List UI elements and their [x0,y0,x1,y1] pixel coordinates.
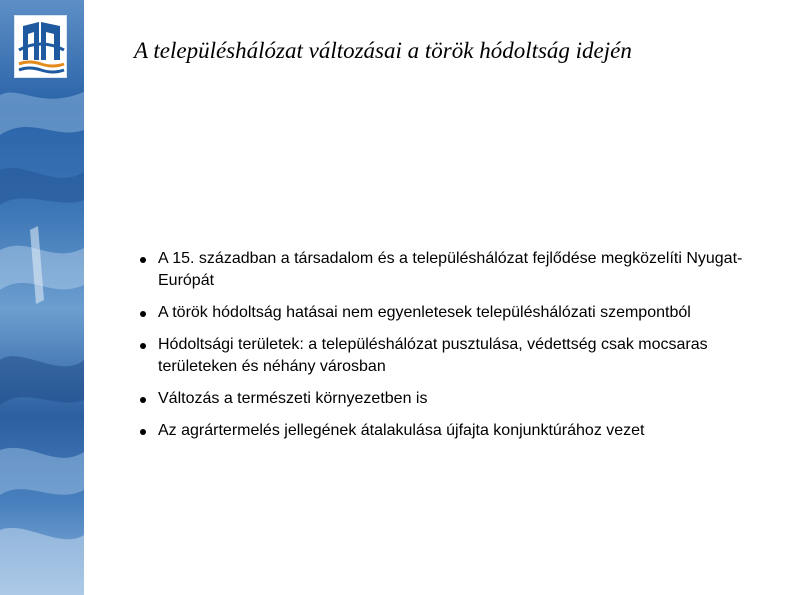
round-bullet-icon [140,257,146,263]
bullet-item [140,302,760,324]
bullet-text: Változás a természeti környezetben is [158,390,428,407]
bullet-item [140,388,760,410]
round-bullet-icon [140,397,146,403]
decorative-side-strip [0,0,84,595]
bullet-text: A 15. században a társadalom és a településhálózat fejlődése megközelíti Nyugat-Európát [158,250,743,289]
logo [14,15,67,78]
bullet-text: Hódoltsági területek: a településhálózat pusztulása, védettség csak mocsaras területeken és néhány városban [158,336,708,375]
bullet-item [140,420,760,442]
bullet-text: Az agrártermelés jellegének átalakulása újfajta konjunktúrához vezet [158,422,645,439]
slide-title: A településhálózat változásai a török hódoltság idején [134,38,632,63]
round-bullet-icon [140,429,146,435]
water-texture-icon [0,0,84,595]
bullet-text: A török hódoltság hatásai nem egyenletesek településhálózati szempontból [158,304,691,321]
round-bullet-icon [140,311,146,317]
bullet-item [140,248,760,292]
bullet-item [140,334,760,378]
round-bullet-icon [140,343,146,349]
bullet-list [140,248,760,452]
bridge-logo-icon [15,16,68,79]
